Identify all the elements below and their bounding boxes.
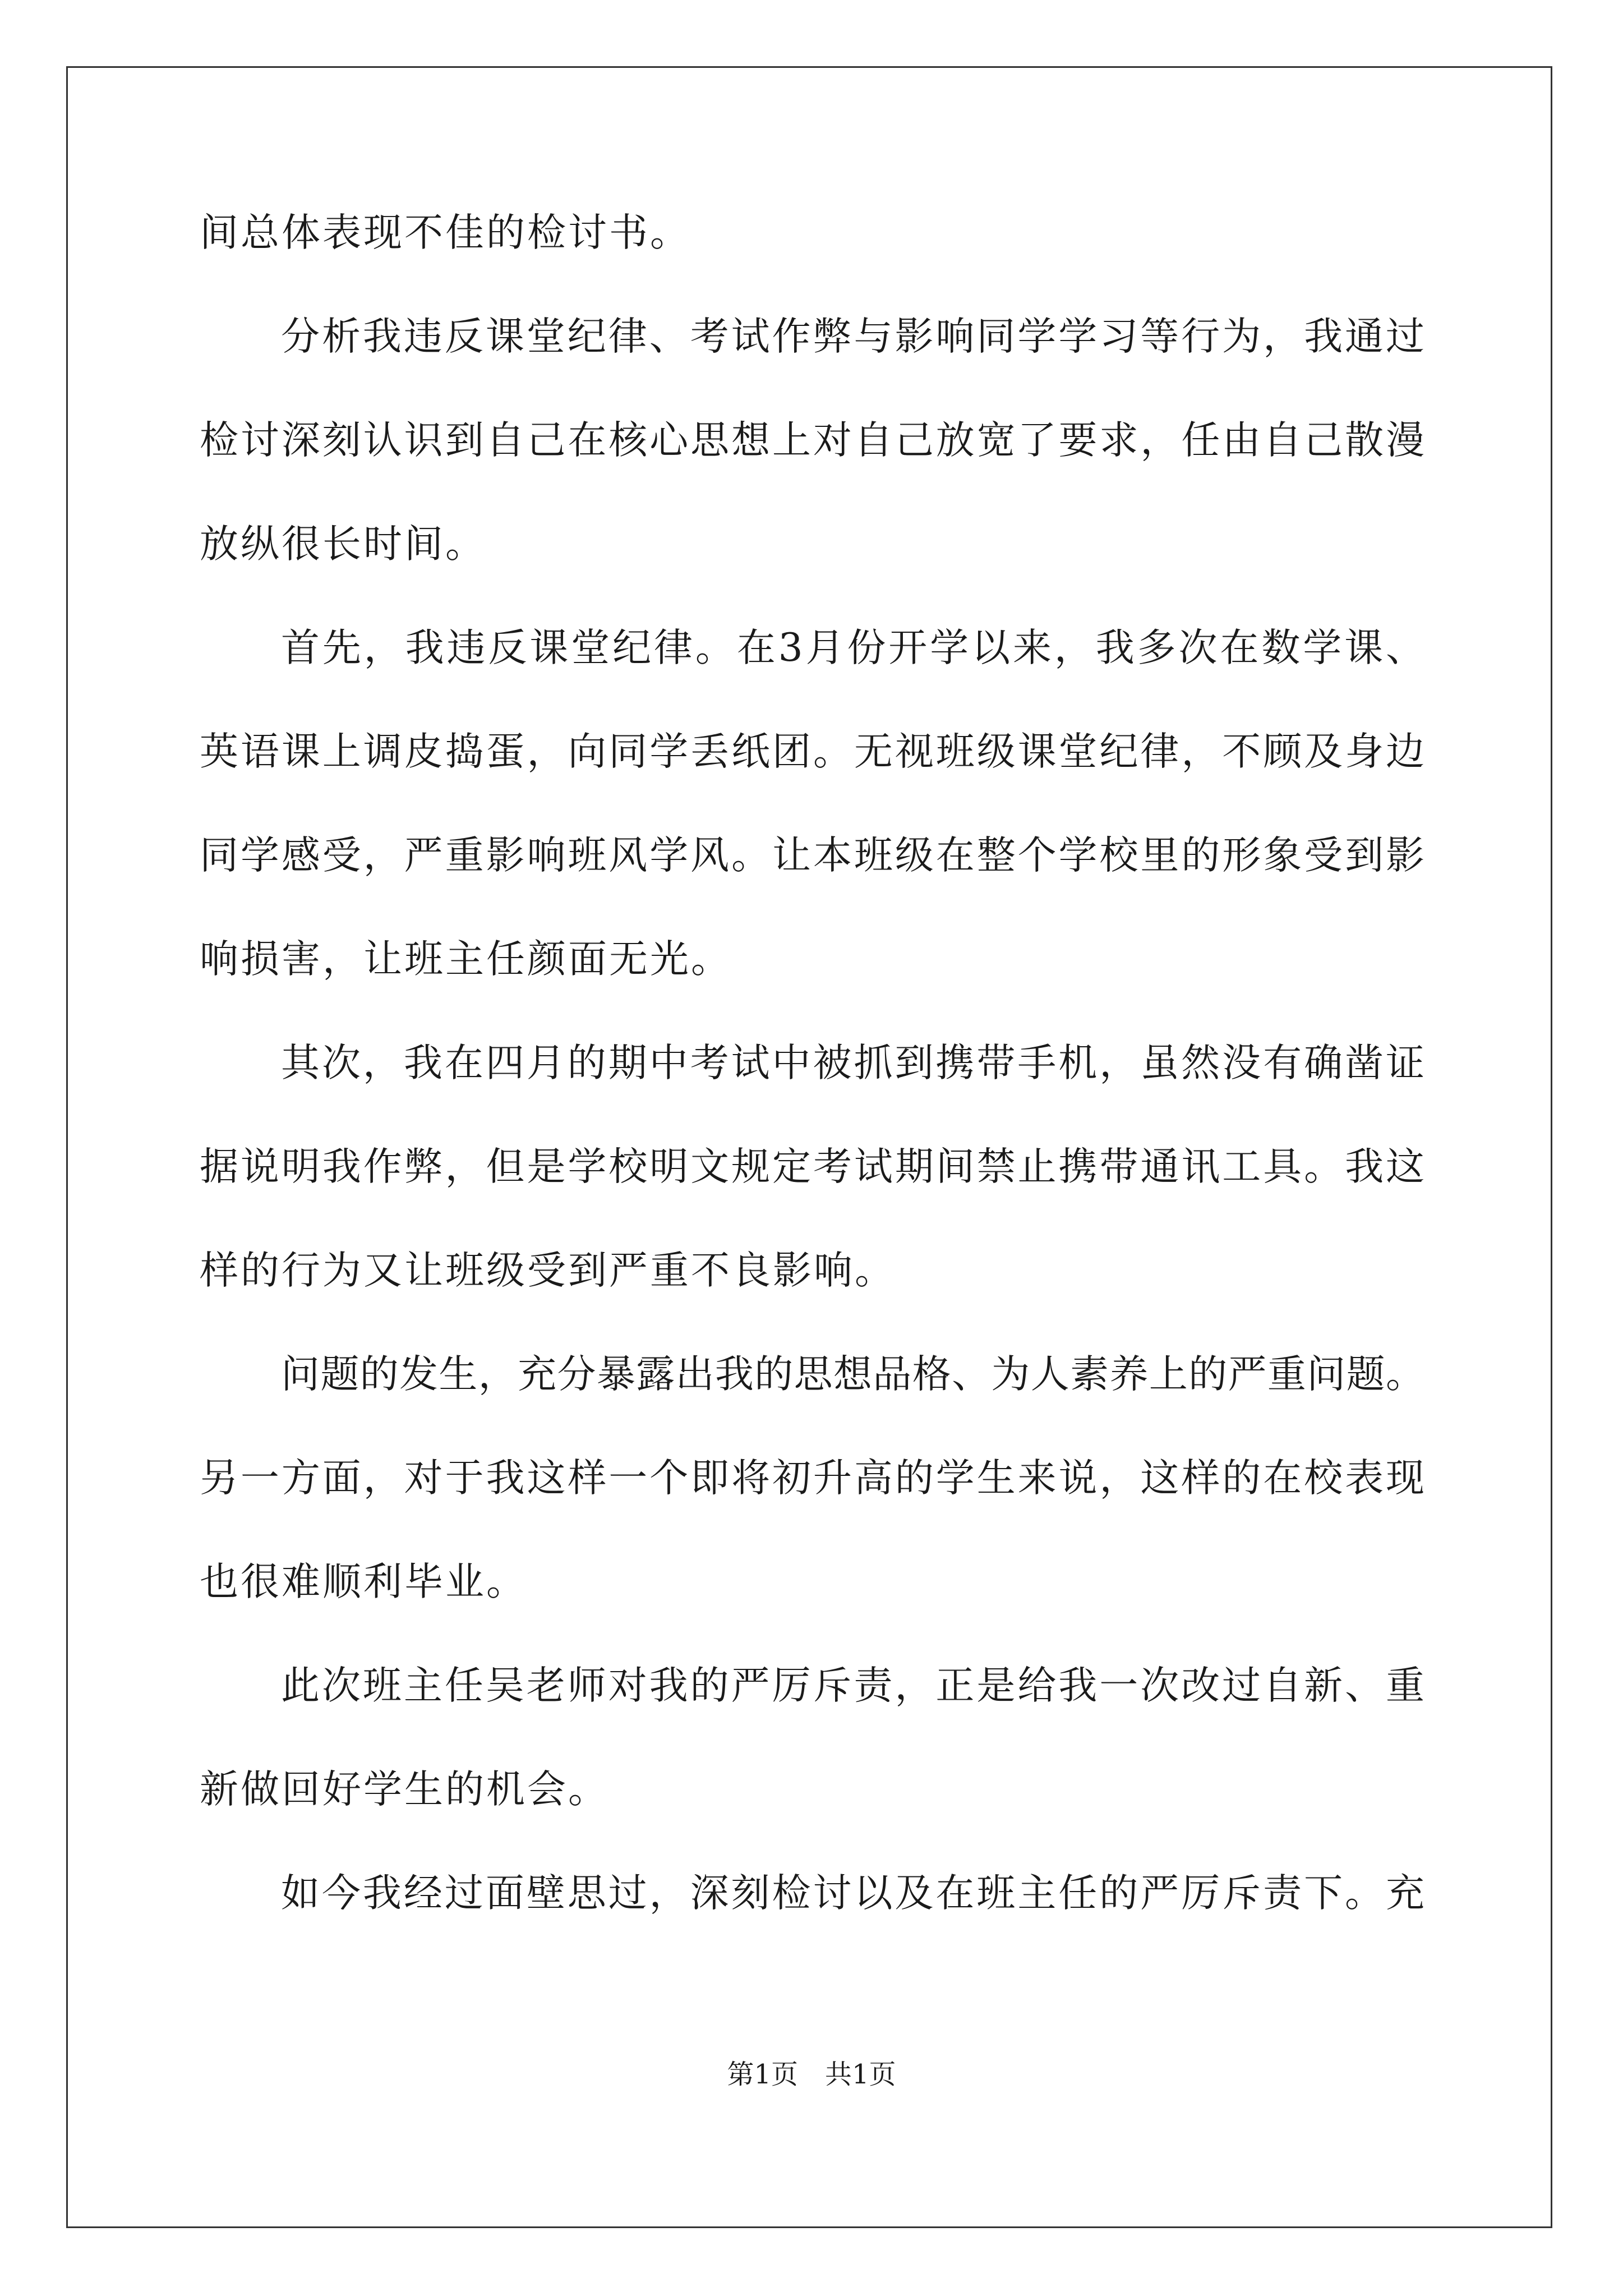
text-line: 放纵很长时间。: [200, 522, 486, 567]
text-line: 据说明我作弊，但是学校明文规定考试期间禁止携带通讯工具。我这: [200, 1144, 1424, 1189]
text-line: 另一方面，对于我这样一个即将初升高的学生来说，这样的在校表现: [200, 1456, 1424, 1501]
text-line: 检讨深刻认识到自己在核心思想上对自己放宽了要求，任由自己散漫: [200, 418, 1424, 463]
text-line: 新做回好学生的机会。: [200, 1767, 609, 1812]
paragraph-start-line: 其次，我在四月的期中考试中被抓到携带手机，虽然没有确凿证: [281, 1041, 1424, 1085]
paragraph-start-line: 问题的发生，充分暴露出我的思想品格、为人素养上的严重问题。: [281, 1352, 1424, 1397]
text-line: 间总体表现不佳的检讨书。: [200, 210, 691, 255]
paragraph-start-line: 此次班主任吴老师对我的严厉斥责，正是给我一次改过自新、重: [281, 1663, 1424, 1708]
paragraph-start-line: 首先，我违反课堂纪律。在3月份开学以来，我多次在数学课、: [281, 625, 1424, 670]
paragraph-start-line: 分析我违反课堂纪律、考试作弊与影响同学学习等行为，我通过: [281, 314, 1424, 359]
text-line: 样的行为又让班级受到严重不良影响。: [200, 1248, 896, 1293]
text-line: 也很难顺利毕业。: [200, 1559, 527, 1604]
paragraph-start-line: 如今我经过面壁思过，深刻检讨以及在班主任的严厉斥责下。充: [281, 1871, 1424, 1916]
page-number-footer: 第1页 共1页: [727, 2059, 896, 2090]
text-line: 英语课上调皮捣蛋，向同学丢纸团。无视班级课堂纪律，不顾及身边: [200, 729, 1424, 774]
text-line: 同学感受，严重影响班风学风。让本班级在整个学校里的形象受到影: [200, 833, 1424, 878]
text-line: 响损害，让班主任颜面无光。: [200, 937, 732, 982]
